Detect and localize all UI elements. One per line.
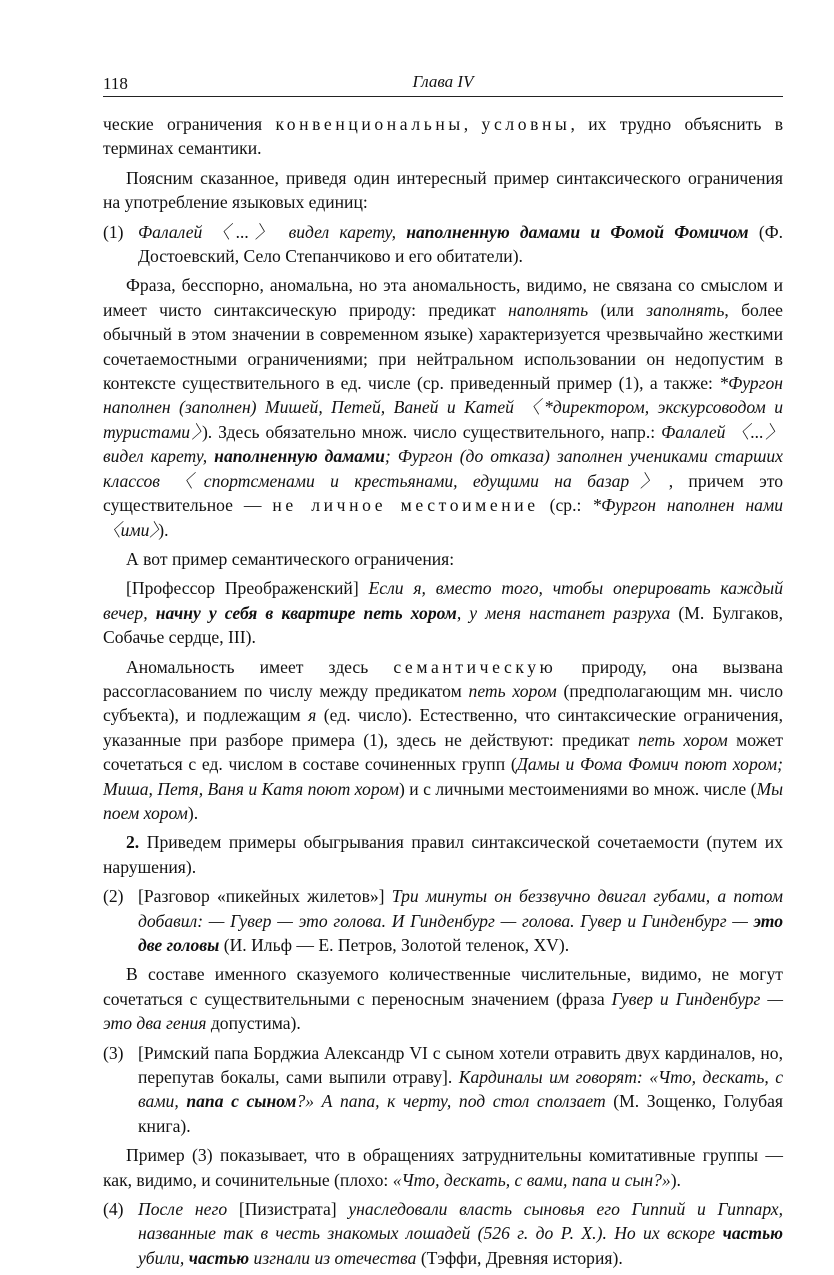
- example: [103, 220, 783, 269]
- text-run: (ср.:: [538, 495, 593, 516]
- italic-run: наполнять: [508, 299, 589, 320]
- paragraph: [103, 547, 783, 571]
- italic-run: ; Фургон (до отказа) заполнен учениками старших классов 〈спортсменами и крестьянами, едущими на базар〉: [103, 446, 783, 491]
- paragraph: [103, 655, 783, 826]
- italic-run: убили,: [138, 1247, 189, 1268]
- text-run: (предполагающим мн. число субъекта), и подлежащим: [103, 680, 783, 726]
- text-run: , причем это существительное —: [103, 470, 784, 516]
- paragraph: [103, 962, 783, 1035]
- italic-run: петь хором: [637, 729, 728, 750]
- bold-run: 2.: [126, 832, 147, 853]
- running-header: [103, 68, 783, 97]
- text-run: Аномальность имеет здесь: [126, 656, 394, 677]
- italic-run: Мы поем хором: [103, 778, 784, 823]
- paragraph: [103, 830, 783, 879]
- example-number: (3): [103, 1042, 124, 1063]
- paragraph: [103, 166, 783, 215]
- italic-run: Фалалей 〈...〉 видел карету,: [138, 221, 407, 242]
- italic-run: Три минуты он беззвучно двигал губами, а потом добавил: — Гувер — это голова. И Гинденбург — голова. Гувер и Гинденбург —: [138, 886, 783, 931]
- text-run: (М. Булгаков, Собачье сердце, III).: [103, 602, 783, 648]
- text-run: А вот пример семантического ограничения:: [126, 548, 455, 569]
- text-run: , более обычный в этом значении в современном языке) характеризуется чрезвычайно жесткими сочетаемостными ограничениями; при нейтральном использовании он недопустим в контексте существительного в ед. числе (ср. приведенный пример (1), а также:: [103, 299, 783, 394]
- text-run: [Разговор «пикейных жилетов»]: [138, 886, 392, 907]
- text-run: (Ф. Достоевский, Село Степанчиково и его обитатели).: [138, 221, 783, 267]
- italic-run: петь хором: [468, 680, 557, 701]
- paragraph: [103, 1143, 783, 1192]
- italic-run: Фалалей 〈...〉 видел карету,: [103, 421, 783, 467]
- text-run: Поясним сказанное, приведя один интересный пример синтаксического ограничения на употребление языковых единиц:: [103, 167, 783, 213]
- page-number: 118: [103, 74, 128, 93]
- text-run: может сочетаться с ед. числом в составе сочиненных групп (: [103, 729, 784, 775]
- bold-italic-run: частью: [188, 1247, 250, 1268]
- spaced-run: не личное местоимение: [272, 495, 539, 516]
- example-number: (2): [103, 886, 124, 907]
- paragraph: [103, 112, 783, 161]
- text-run: (или: [588, 299, 647, 320]
- text-run: (М. Зощенко, Голубая книга).: [138, 1091, 783, 1136]
- italic-run: заполнять: [646, 299, 725, 320]
- text-run: (ед. число). Естественно, что синтаксические ограничения, указанные при разборе примера (1), здесь не действуют: предикат: [103, 705, 783, 750]
- spaced-run: конвенциональны: [275, 114, 464, 134]
- example-number: (1): [103, 221, 124, 242]
- italic-run: я: [308, 705, 317, 726]
- example: [103, 1041, 783, 1139]
- text-run: Приведем примеры обыгрывания правил синтаксической сочетаемости (путем их нарушения).: [103, 832, 783, 877]
- text-run: [Профессор Преображенский]: [126, 578, 369, 599]
- bold-italic-run: это две головы: [138, 910, 783, 955]
- text-run: [Пизистрата]: [238, 1199, 349, 1220]
- text-run: ).: [158, 519, 169, 540]
- italic-run: Гувер и Гинденбург — это два гения: [103, 988, 783, 1034]
- example: [103, 1197, 783, 1270]
- quotation: [103, 576, 783, 649]
- italic-run: изгнали из отечества: [249, 1247, 417, 1268]
- text-run: Пример (3) показывает, что в обращениях затруднительны комитативные группы — как, видимо, и сочинительные (плохо:: [103, 1145, 783, 1190]
- italic-run: После него: [138, 1199, 239, 1220]
- italic-run: унаследовали власть сыновья его Гиппий и Гиппарх, названные так в честь знакомых лошадей (526 г. до Р. Х.). Но их вскоре: [138, 1199, 783, 1244]
- italic-run: Если я, вместо того, чтобы оперировать каждый вечер,: [103, 578, 783, 623]
- italic-run: «Что, дескать, с вами, папа и сын?»: [392, 1169, 671, 1190]
- italic-run: ?» А папа, к черту, под стол сползает: [296, 1091, 606, 1112]
- text-run: ческие ограничения: [103, 114, 276, 134]
- italic-run: *Фургон наполнен нами 〈ими〉: [103, 495, 783, 540]
- text-run: ) и с личными местоимениями во множ. числе (: [399, 778, 757, 799]
- text-run: ,: [463, 114, 482, 134]
- text-run: В составе именного сказуемого количественные числительные, видимо, не могут сочетаться с существительными с переносным значением (фраза: [103, 964, 783, 1009]
- bold-italic-run: папа с сыном: [186, 1091, 297, 1112]
- text-run: Фраза, бесспорно, аномальна, но эта аномальность, видимо, не связана со смыслом и имеет чисто синтаксическую природу: предикат: [103, 275, 783, 320]
- example-number: (4): [103, 1199, 124, 1220]
- bold-italic-run: наполненную дамами и Фомой Фомичом: [406, 221, 749, 242]
- text-run: ).: [670, 1169, 681, 1190]
- page-body: [103, 112, 783, 1275]
- text-run: ). Здесь обязательно множ. число существительного, напр.:: [201, 421, 662, 442]
- spaced-run: условны: [481, 114, 571, 134]
- italic-run: Кардиналы им говорят: «Что, дескать, с вами,: [138, 1067, 784, 1112]
- italic-run: *Фургон наполнен (заполнен) Мишей, Петей, Ваней и Катей 〈*директором, экскурсоводом и туристами〉: [103, 373, 783, 442]
- spaced-run: семантическую: [393, 656, 557, 677]
- text-run: , их трудно объяснить в терминах семантики.: [103, 114, 784, 159]
- bold-italic-run: частью: [722, 1223, 783, 1244]
- paragraph: [103, 273, 783, 541]
- italic-run: Дамы и Фома Фомич поют хором; Миша, Петя, Ваня и Катя поют хором: [103, 754, 783, 799]
- chapter-title: Глава IV: [412, 72, 474, 91]
- text-run: ).: [187, 802, 199, 823]
- text-run: [Римский папа Борджиа Александр VI с сыном хотели отравить двух кардиналов, но, перепутав бокалы, сами выпили отраву].: [138, 1042, 783, 1088]
- text-run: допустима).: [206, 1013, 301, 1034]
- text-run: (И. Ильф — Е. Петров, Золотой теленок, XV).: [219, 935, 570, 955]
- text-run: (Тэффи, Древняя история).: [416, 1247, 623, 1268]
- example: [103, 884, 783, 957]
- text-run: природу, она вызвана рассогласованием по числу между предикатом: [103, 656, 783, 701]
- bold-italic-run: начну у себя в квартире петь хором: [155, 602, 457, 623]
- bold-italic-run: наполненную дамами: [214, 446, 385, 467]
- italic-run: , у меня настанет разруха: [456, 602, 671, 623]
